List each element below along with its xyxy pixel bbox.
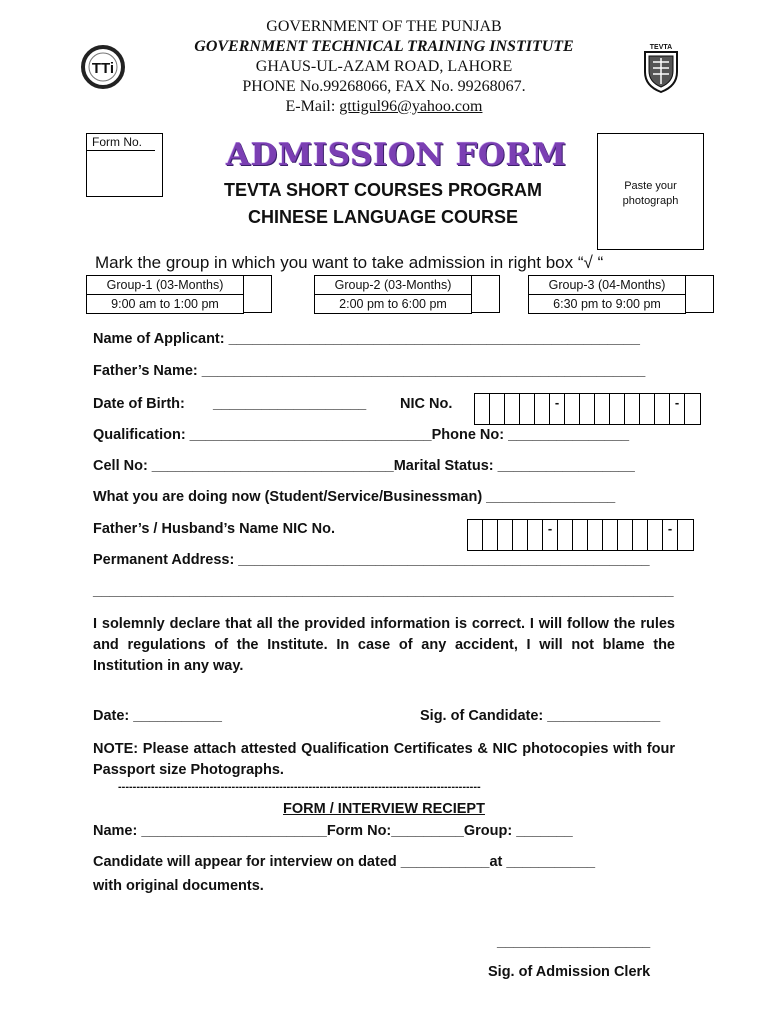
email-link[interactable]: gttigul96@yahoo.com	[339, 98, 483, 115]
group-3	[528, 275, 714, 314]
father-nic-boxes[interactable]: - -	[467, 519, 694, 551]
group-3-time: 6:30 pm to 9:00 pm	[529, 294, 685, 313]
nic-label: NIC No.	[400, 396, 453, 412]
header-email	[0, 97, 768, 116]
header-address: GHAUS-UL-AZAM ROAD, LAHORE	[255, 58, 513, 75]
date-of-birth-field[interactable]: Date of Birth: ___________________	[93, 396, 367, 412]
email-label: E-Mail:	[285, 98, 340, 115]
form-no-label: Form No.	[87, 134, 155, 151]
qualification-phone-field[interactable]: Qualification: ______________________________Phone No: _______________	[93, 427, 630, 443]
svg-text:TTi: TTi	[91, 60, 115, 77]
group-2-checkbox[interactable]	[472, 275, 500, 313]
header-government: GOVERNMENT OF THE PUNJAB	[266, 18, 502, 35]
applicant-name-field[interactable]: Name of Applicant: ___________________________________________________	[93, 331, 640, 347]
program-title: TEVTA SHORT COURSES PROGRAM	[223, 180, 542, 200]
cut-line-separator: ---------------------------------------------------------------------------------------------------	[118, 781, 481, 793]
group-3-name: Group-3 (04-Months)	[548, 278, 666, 292]
svg-text:TEVTA: TEVTA	[649, 44, 673, 51]
group-3-checkbox[interactable]	[686, 275, 714, 313]
date-field[interactable]: Date: ___________	[93, 708, 222, 724]
group-1-time: 9:00 am to 1:00 pm	[87, 294, 243, 313]
father-name-field[interactable]: Father’s Name: _______________________________________________________	[93, 363, 646, 379]
interview-date-field[interactable]: Candidate will appear for interview on dated ___________at ___________	[93, 854, 596, 870]
photo-label: Paste your photograph	[622, 180, 679, 207]
header-phone: PHONE No.99268066, FAX No. 99268067.	[242, 78, 526, 95]
permanent-address-field[interactable]: Permanent Address: ___________________________________________________	[93, 552, 650, 568]
group-instruction: Mark the group in which you want to take admission in right box “√ “	[95, 253, 604, 272]
header-institute: GOVERNMENT TECHNICAL TRAINING INSTITUTE	[194, 38, 574, 55]
group-1-name: Group-1 (03-Months)	[106, 278, 224, 292]
tevta-logo	[637, 42, 685, 94]
photo-box[interactable]	[597, 133, 704, 250]
cell-marital-field[interactable]: Cell No: ______________________________Marital Status: _________________	[93, 458, 635, 474]
tti-logo	[80, 44, 126, 90]
clerk-signature-line[interactable]: ___________________	[497, 934, 651, 950]
group-2-name: Group-2 (03-Months)	[334, 278, 452, 292]
group-1	[86, 275, 272, 314]
group-2-time: 2:00 pm to 6:00 pm	[315, 294, 471, 313]
course-title: CHINESE LANGUAGE COURSE	[247, 207, 519, 227]
admission-form-title: ADMISSION FORM	[226, 137, 567, 173]
declaration-text: I solemnly declare that all the provided information is correct. I will follow the rules and regulations of the Institute. In case of any accident, I will not blame the Institution in any way.	[93, 616, 675, 674]
permanent-address-line-2[interactable]: ________________________________________________________________________	[93, 583, 674, 599]
father-nic-label: Father’s / Husband’s Name NIC No.	[93, 521, 335, 537]
group-2	[314, 275, 500, 314]
note-text: NOTE: Please attach attested Qualification Certificates & NIC photocopies with four Passport size Photographs.	[93, 741, 675, 778]
group-1-checkbox[interactable]	[244, 275, 272, 313]
receipt-title: FORM / INTERVIEW RECIEPT	[283, 801, 485, 817]
clerk-signature-label: Sig. of Admission Clerk	[488, 964, 651, 980]
receipt-name-form-group-field[interactable]: Name: _______________________Form No:_________Group: _______	[93, 823, 573, 839]
current-occupation-field[interactable]: What you are doing now (Student/Service/Businessman) ________________	[93, 489, 616, 505]
candidate-signature-field[interactable]: Sig. of Candidate: ______________	[420, 708, 661, 724]
interview-documents-text: with original documents.	[93, 878, 264, 894]
nic-number-boxes[interactable]: - -	[474, 393, 701, 425]
